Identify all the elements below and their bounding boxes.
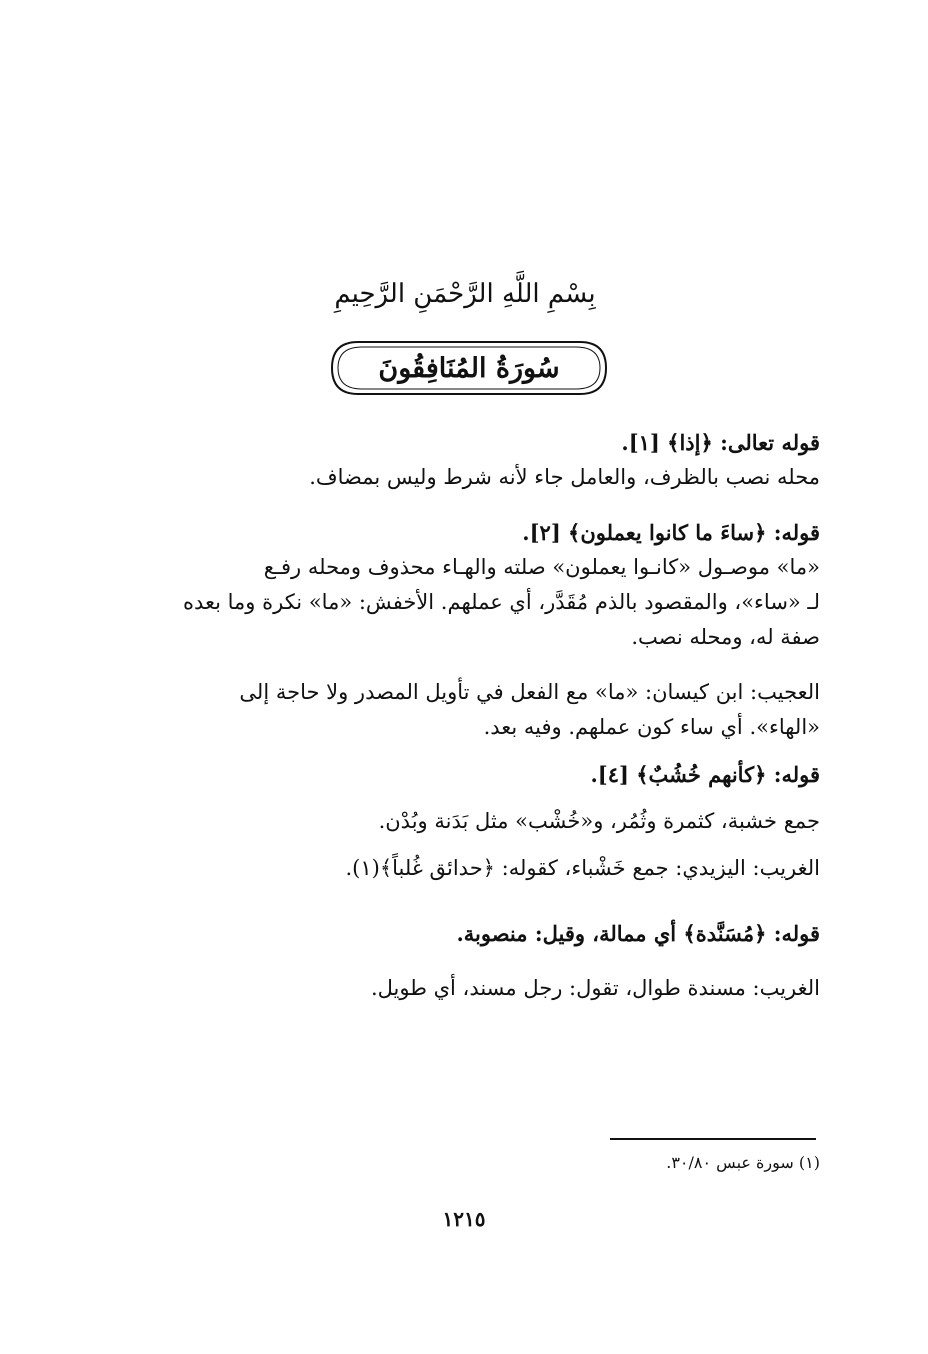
surah-title-frame	[328, 338, 610, 398]
verse-2-commentary-line2: لـ «ساء»، والمقصود بالذم مُقَدَّر، أي عملهم. الأخفش: «ما» نكرة وما بعده	[182, 590, 820, 614]
basmala	[300, 272, 630, 316]
verse-2-heading: قوله: ﴿ساءَ ما كانوا يعملون﴾ [٢].	[522, 520, 820, 545]
verse-4-heading: قوله: ﴿كأنهم خُشُبٌ﴾ [٤].	[590, 762, 820, 787]
verse-4-gharib: الغريب: اليزيدي: جمع خَشْباء، كقوله: ﴿حدائق غُلباً﴾(١).	[345, 856, 820, 880]
ajib-line1: العجيب: ابن كيسان: «ما» مع الفعل في تأويل المصدر ولا حاجة إلى	[239, 680, 820, 704]
page-number: ١٢١٥	[442, 1207, 486, 1231]
footnote-divider	[610, 1138, 816, 1140]
musannada-heading: قوله: ﴿مُسَنَّدة﴾ أي ممالة، وقيل: منصوبة.	[456, 921, 820, 946]
basmala-text: بِسْمِ اللَّهِ الرَّحْمَنِ الرَّحِيمِ	[334, 279, 596, 309]
ajib-line2: «الهاء». أي ساء كون عملهم. وفيه بعد.	[483, 715, 820, 739]
footnote: (١) سورة عبس ٣٠/٨٠.	[666, 1153, 820, 1172]
musannada-gharib: الغريب: مسندة طوال، تقول: رجل مسند، أي طويل.	[370, 976, 820, 1000]
verse-4-commentary: جمع خشبة، كثمرة وثُمُر، و«خُشْب» مثل بَدَنة وبُدْن.	[378, 809, 820, 833]
verse-1-commentary: محله نصب بالظرف، والعامل جاء لأنه شرط وليس بمضاف.	[309, 465, 820, 489]
body-text	[130, 425, 820, 1006]
verse-2-commentary-line1: «ما» موصـول «كانـوا يعملون» صلته والهـاء محذوف ومحله رفـع	[263, 555, 820, 579]
surah-title: سُورَةُ المُنَافِقُونَ	[378, 352, 560, 384]
verse-1-heading: قوله تعالى: ﴿إذا﴾ [١].	[621, 430, 820, 455]
verse-2-commentary-line3: صفة له، ومحله نصب.	[631, 625, 820, 649]
